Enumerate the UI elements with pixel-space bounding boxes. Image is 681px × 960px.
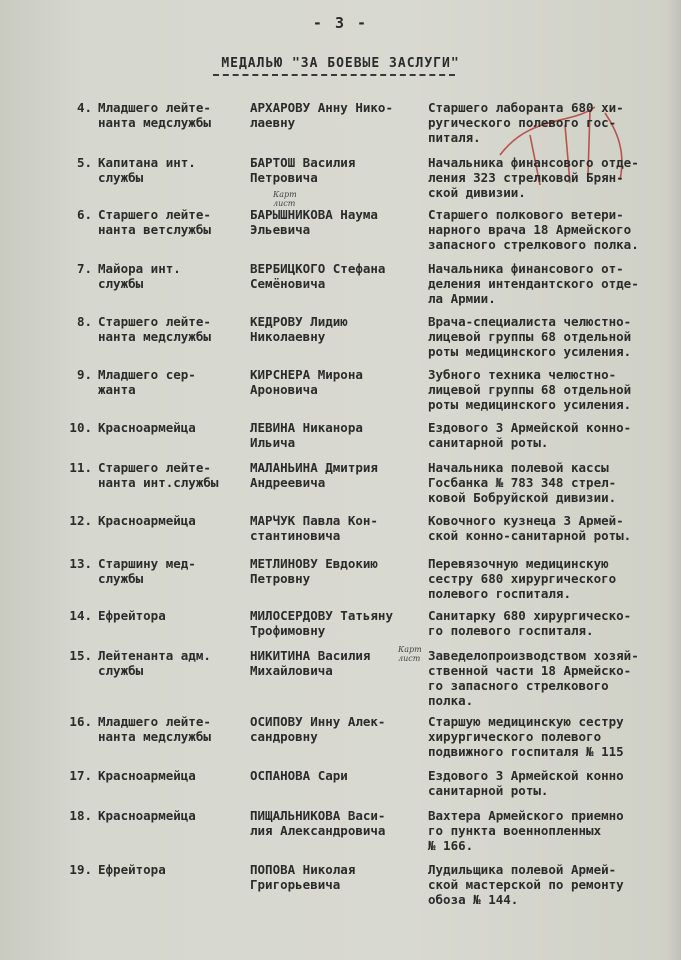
entry-name: ПИЩАЛЬНИКОВА Васи- лия Александровича [250, 808, 386, 838]
entry-position: Старшую медицинскую сестру хирургического полевого подвижного госпиталя № 115 [428, 714, 624, 759]
entry-rank: Капитана инт. службы [98, 155, 196, 185]
entry-number: 5. [76, 155, 92, 170]
entry-number: 17. [69, 768, 92, 783]
entry-number: 9. [76, 367, 92, 382]
margin-note-6: Карт лист [273, 190, 297, 208]
entry-number: 4. [76, 100, 92, 115]
entry-name: МЕТЛИНОВУ Евдокию Петровну [250, 556, 378, 586]
entry-name: КЕДРОВУ Лидию Николаевну [250, 314, 348, 344]
entry-number: 16. [69, 714, 92, 729]
entry-name: МАЛАНЬИНА Дмитрия Андреевича [250, 460, 378, 490]
entry-position: Начальника финансового отде- ления 323 стрелковой Брян- ской дивизии. [428, 155, 639, 200]
entry-rank: Младшего сер- жанта [98, 367, 196, 397]
entry-number: 13. [69, 556, 92, 571]
entry-number: 14. [69, 608, 92, 623]
entry-number: 6. [76, 207, 92, 222]
entry-number: 12. [69, 513, 92, 528]
entry-rank: Лейтенанта адм. службы [98, 648, 211, 678]
entry-name: МАРЧУК Павла Кон- стантиновича [250, 513, 378, 543]
entry-position: Перевязочную медицинскую сестру 680 хирургического полевого госпиталя. [428, 556, 617, 601]
entry-name: АРХАРОВУ Анну Нико- лаевну [250, 100, 393, 130]
entry-position: Начальника полевой кассы Госбанка № 783 348 стрел- ковой Бобруйской дивизии. [428, 460, 617, 505]
entry-position: Вахтера Армейского приемно го пункта военнопленных № 166. [428, 808, 624, 853]
entry-position: Старшего лаборанта 680 хи- ругического полевого гос- питаля. [428, 100, 624, 145]
margin-note-15: Карт лист [398, 645, 422, 663]
entry-position: Заведелопроизводством хозяй- ственной части 18 Армейско- го запасного стрелкового полка. [428, 648, 639, 708]
entry-rank: Ефрейтора [98, 862, 166, 877]
page-number: - 3 - [312, 14, 369, 32]
entry-position: Начальника финансового от- деления интендантского отде- ла Армии. [428, 261, 639, 306]
entry-rank: Ефрейтора [98, 608, 166, 623]
entry-rank: Старшего лейте- нанта ветслужбы [98, 207, 211, 237]
entry-number: 18. [69, 808, 92, 823]
entry-name: НИКИТИНА Василия Михайловича [250, 648, 371, 678]
heading-underline [213, 74, 455, 76]
entry-position: Ездового 3 Армейской конно- санитарной роты. [428, 420, 632, 450]
entry-rank: Младшего лейте- нанта медслужбы [98, 100, 211, 130]
entry-number: 19. [69, 862, 92, 877]
section-heading: МЕДАЛЬЮ "ЗА БОЕВЫЕ ЗАСЛУГИ" [221, 56, 460, 71]
entry-name: КИРСНЕРА Мирона Ароновича [250, 367, 363, 397]
entry-rank: Красноармейца [98, 768, 196, 783]
entry-position: Зубного техника челюстно- лицевой группы 68 отдельной роты медицинского усиления. [428, 367, 632, 412]
entry-position: Старшего полкового ветери- нарного врача 18 Армейского запасного стрелкового полка. [428, 207, 639, 252]
entry-name: ОСИПОВУ Инну Алек- сандровну [250, 714, 386, 744]
entry-position: Санитарку 680 хирургическо- го полевого госпиталя. [428, 608, 632, 638]
entry-rank: Красноармейца [98, 513, 196, 528]
entry-rank: Младшего лейте- нанта медслужбы [98, 714, 211, 744]
entry-number: 15. [69, 648, 92, 663]
entry-name: ПОПОВА Николая Григорьевича [250, 862, 356, 892]
entry-name: ОСПАНОВА Сари [250, 768, 348, 783]
entry-rank: Красноармейца [98, 808, 196, 823]
entry-position: Врача-специалиста челюстно- лицевой группы 68 отдельной роты медицинского усиления. [428, 314, 632, 359]
entry-rank: Старшего лейте- нанта медслужбы [98, 314, 211, 344]
entry-number: 11. [69, 460, 92, 475]
page-edge-shadow [667, 0, 681, 960]
entry-name: ЛЕВИНА Никанора Ильича [250, 420, 363, 450]
entry-rank: Старшего лейте- нанта инт.службы [98, 460, 219, 490]
entry-number: 7. [76, 261, 92, 276]
entry-name: БАРТОШ Василия Петровича [250, 155, 356, 185]
entry-name: БАРЫШНИКОВА Наума Эльевича [250, 207, 378, 237]
entry-name: ВЕРБИЦКОГО Стефана Семёновича [250, 261, 386, 291]
entry-position: Ездового 3 Армейской конно санитарной роты. [428, 768, 624, 798]
entry-position: Ковочного кузнеца 3 Армей- ской конно-санитарной роты. [428, 513, 632, 543]
entry-position: Лудильщика полевой Армей- ской мастерской по ремонту обоза № 144. [428, 862, 624, 907]
entry-number: 8. [76, 314, 92, 329]
entry-rank: Старшину мед- службы [98, 556, 196, 586]
entry-rank: Красноармейца [98, 420, 196, 435]
entry-rank: Майора инт. службы [98, 261, 181, 291]
entry-number: 10. [69, 420, 92, 435]
entry-name: МИЛОСЕРДОВУ Татьяну Трофимовну [250, 608, 393, 638]
